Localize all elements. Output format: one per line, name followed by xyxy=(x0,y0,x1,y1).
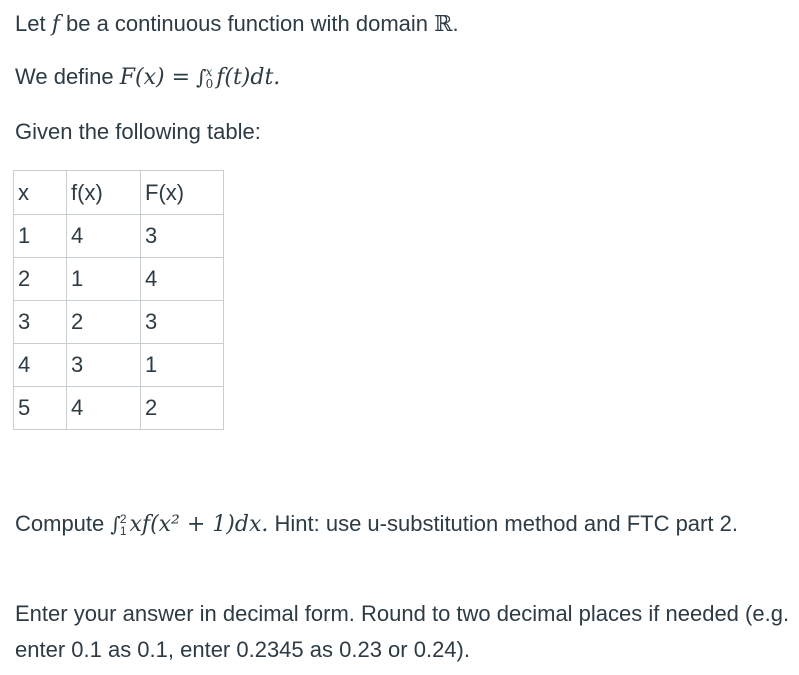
table-row xyxy=(14,215,224,258)
table-header-x: x xyxy=(14,171,67,215)
table-cell: 4 xyxy=(67,387,141,430)
table-cell: 2 xyxy=(14,258,67,301)
table-cell: 3 xyxy=(67,344,141,387)
question-prefix: Compute xyxy=(15,511,105,536)
intro-line-2 xyxy=(15,63,280,92)
table-cell: 4 xyxy=(14,344,67,387)
table-cell: 1 xyxy=(67,258,141,301)
intro-text: We define xyxy=(15,64,114,89)
table-cell: 2 xyxy=(67,301,141,344)
table-header-fx: f(x) xyxy=(67,171,141,215)
table-cell: 1 xyxy=(141,344,224,387)
question-hint: Hint: use u-substitution method and FTC part 2. xyxy=(274,511,738,536)
answer-instructions: Enter your answer in decimal form. Round to two decimal places if needed (e.g. enter 0.1 as 0.1, enter 0.2345 as 0.23 or 0.24). xyxy=(15,601,790,662)
question-text xyxy=(15,505,785,544)
table-cell: 5 xyxy=(14,387,67,430)
table-row xyxy=(14,301,224,344)
math-variable: f xyxy=(51,12,60,37)
integral-sign: ∫ xyxy=(196,65,207,89)
integral-upper-limit: 2 xyxy=(119,512,127,527)
table-cell: 2 xyxy=(141,387,224,430)
intro-line-3: Given the following table: xyxy=(15,119,261,144)
table-row xyxy=(14,258,224,301)
integral-limits xyxy=(206,66,214,90)
domain-symbol: ℝ xyxy=(434,12,453,37)
table-cell: 1 xyxy=(14,215,67,258)
table-cell: 4 xyxy=(141,258,224,301)
table-cell: 4 xyxy=(67,215,141,258)
values-table xyxy=(13,170,224,430)
intro-text: Let xyxy=(15,11,46,36)
intro-text: be a continuous function with domain xyxy=(66,11,429,36)
formula-lhs: F(x) = xyxy=(119,65,191,90)
integral-lower-limit: 0 xyxy=(205,77,214,92)
table-row xyxy=(14,387,224,430)
intro-line-1 xyxy=(15,10,459,39)
formula-integrand: f(t)dt. xyxy=(216,65,281,90)
table-header-row xyxy=(14,171,224,215)
table-row xyxy=(14,344,224,387)
integral-limits xyxy=(120,513,127,537)
integral-sign: ∫ xyxy=(110,512,121,536)
integral-upper-limit: x xyxy=(205,65,213,80)
table-cell: 3 xyxy=(14,301,67,344)
intro-text: . xyxy=(452,11,459,36)
table-cell: 3 xyxy=(141,301,224,344)
table-cell: 3 xyxy=(141,215,224,258)
table-header-Fx: F(x) xyxy=(141,171,224,215)
integral-lower-limit: 1 xyxy=(119,524,127,539)
question-integrand: xf(x² + 1)dx. xyxy=(129,512,269,537)
